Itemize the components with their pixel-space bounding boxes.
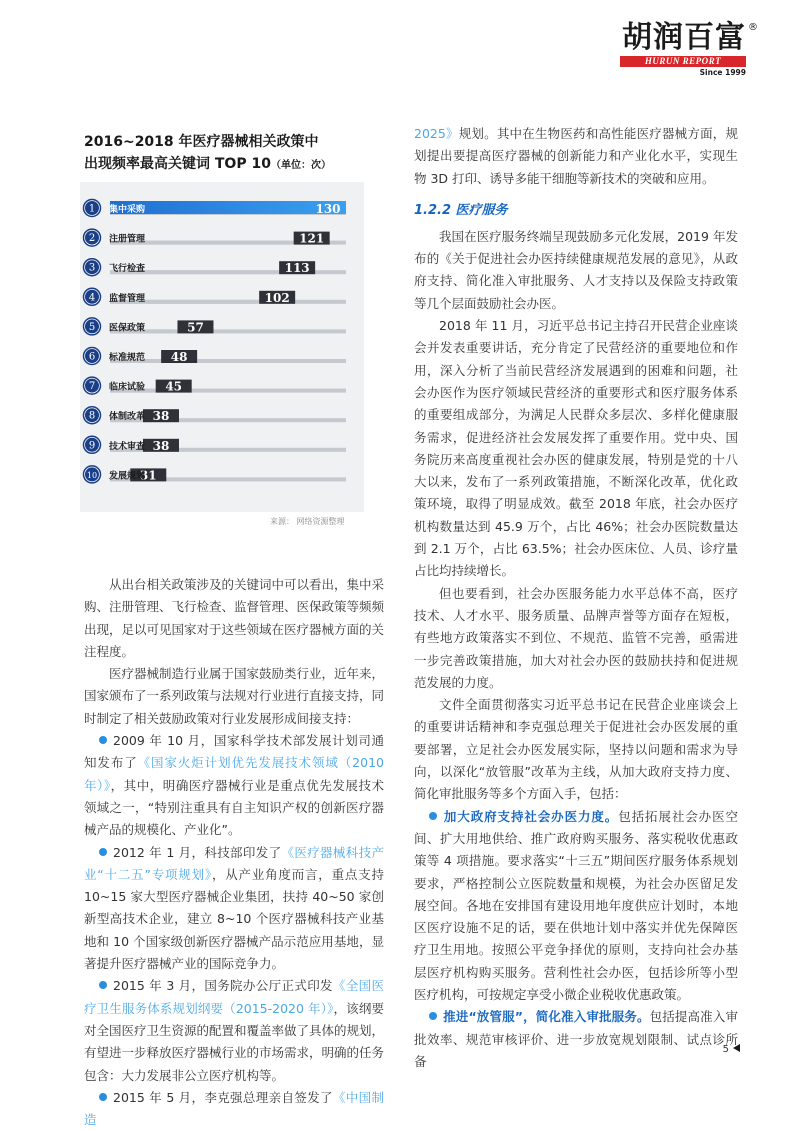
bullet-2012 [84,842,384,976]
logo-chinese-name: 胡润百富 [622,20,746,55]
logo-english-name: HURUN REPORT [620,56,746,67]
section-heading-medical-services: 1.2.2 医疗服务 [414,202,508,218]
category-label: 技术审查 [109,441,146,452]
value-label: 102 [264,290,290,305]
right-paragraph-3: 但也要看到，社会办医服务能力水平总体不高，医疗技术、人才水平、服务质量、品牌声誉等方面存在短板，有些地方政策落实不到位、不规范、监管不完善，亟需进一步完善政策措施，加大对社会办医的鼓励扶持和促进规范发展的力度。 [414,585,738,690]
policy-title-link[interactable]: 《医疗器械科技产业“十二五”专项规划》 [84,844,384,882]
policy-title-link[interactable]: 《全国医疗卫生服务体系规划纲要（2015-2020 年）》 [84,978,384,1016]
policy-title-link[interactable]: 《中国制造 [84,1089,384,1128]
category-label: 监督管理 [109,293,146,304]
category-label: 临床试验 [109,382,146,393]
bullet-approval-reform-heading: 推进“放管服”，简化准入审批服务。 [443,1009,650,1025]
chart-unit: （单位：次） [270,160,331,171]
category-label: 集中采购 [109,205,146,215]
bullet-2012-text: 2012 年 1 月，科技部印发了 [113,844,282,860]
value-label: 121 [299,231,325,246]
right-paragraph-4: 文件全面贯彻落实习近平总书记在民营企业座谈会上的重要讲话精神和李克强总理关于促进社会办医发展的重要部署，立足社会办医发展实际，坚持以问题和需求为导向，以深化“放管服”改革为主线，从加大政府支持力度、简化审批服务等多个方面入手，包括： [414,697,738,802]
page-arrow-icon [733,1044,740,1052]
bullet-2015-05 [84,1087,384,1131]
rank-number: 4 [88,292,96,304]
bullet-2015-05-text: 2015 年 5 月，李克强总理亲自签发了 [113,1089,333,1105]
value-label: 38 [152,438,170,453]
bullet-dot-icon [99,1093,107,1101]
value-label: 57 [187,320,204,335]
bullet-dot-icon [429,1012,437,1020]
rank-number: 1 [88,203,96,215]
value-label: 45 [165,379,183,394]
value-label: 48 [170,350,188,364]
bullet-2015-03 [84,975,384,1086]
value-label: 31 [139,468,157,483]
bullet-government-support-heading: 加大政府支持社会办医力度。 [443,808,619,824]
left-column [84,574,384,1131]
rank-number: 2 [88,233,96,245]
chart-title-line2 [84,153,384,177]
right-paragraph-0-text: 规划。其中在生物医药和高性能医疗器械方面，规划提出要提高医疗器械的创新能力和产业化水平，实现生物 3D 打印、诱导多能干细胞等新技术的突破和应用。 [414,126,738,186]
category-label: 体制改革 [109,412,146,423]
rank-number: 6 [88,351,96,363]
rank-number: 8 [88,410,96,422]
bullet-government-support [414,806,738,1007]
category-label: 发展规划 [109,471,146,482]
rank-number: 5 [88,321,96,333]
bullet-approval-reform [414,1006,738,1073]
rank-number: 7 [88,381,96,393]
rank-number: 3 [88,262,96,274]
bullet-2015-03-text: 2015 年 3 月，国务院办公厅正式印发 [113,978,333,994]
rank-number: 9 [88,440,96,452]
bullet-dot-icon [99,981,107,989]
bullet-2009-text: 2009 年 10 月，国家科学技术部发展计划司通知发布了 [84,733,384,771]
left-paragraph-2: 医疗器械制造行业属于国家鼓励类行业，近年来，国家颁布了一系列政策与法规对行业进行直接支持，同时制定了相关鼓励政策对行业发展形成间接支持： [84,666,385,726]
bullet-dot-icon [429,812,437,820]
category-label: 注册管理 [109,234,146,245]
bullet-2009-text-tail: ，其中，明确医疗器械行业是重点优先发展技术领域之一，“特别注重具有自主知识产权的创新医疗器械产品的规模化、产业化”。 [84,777,384,838]
right-paragraph-2: 2018 年 11 月，习近平总书记主持召开民营企业座谈会并发表重要讲话，充分肯定了民营经济的重要地位和作用，深入分析了当前民营经济发展遇到的困难和问题，社会办医作为医疗领域民营经济的重要形式和医疗服务体系的重要组成部分，为满足人民群众多层次、多样化健康服务需求，促进经济社会发展发挥了重要作用。党中央、国务院历来高度重视社会办医的健康发展，特别是党的十八大以来，发布了一系列政策措施，不断深化改革，优化政策环境，取得了明显成效。截至 2018 年底，社会办医疗机构数量达到 45.9 万个，占比 46%；社会办医院数量达到 2.1 万个，占比 63.5%；社会办医床位、人员、诊疗量占比均持续增长。 [414,318,738,579]
value-label: 130 [315,202,341,216]
bullet-government-support-text: 包括拓展社会办医空间、扩大用地供给、推广政府购买服务、落实税收优惠政策等 4 项措施。要求落实“十三五”期间医疗服务体系规划要求，严格控制公立医院数量和规模，为社会办医留足发展空间。各地在安排国有建设用地年度供应计划时，本地区医疗设施不足的话，要在供地计划中落实并优先保障医疗卫生用地。按照公平竞争择优的原则，支持向社会办基层医疗机构购买服务。营利性社会办医，包括诊所等小型医疗机构，可按规定享受小微企业税收优惠政策。 [414,808,738,1002]
category-label: 标准规范 [109,353,146,363]
policy-title-link[interactable]: 2025》 [414,126,459,141]
hurun-logo [620,20,758,77]
value-label: 38 [152,409,170,424]
keyword-frequency-chart [80,182,364,512]
bullet-2012-text-tail: ，从产业角度而言，重点支持 10~15 家大型医疗器械企业集团，扶持 40~50 家创新型高技术企业，建立 8~10 个医疗器械科技产业基地和 10 个国家级创新医疗器械产品示范应用基地，显著提升医疗器械产业的国际竞争力。 [84,866,384,972]
policy-title-link[interactable]: 《国家火炬计划优先发展技术领域（2010 年）》 [84,755,384,793]
right-column [414,123,738,1073]
rank-number: 10 [86,470,98,480]
bullet-dot-icon [99,848,107,856]
page-number [723,1044,740,1055]
chart-title [84,131,384,177]
value-label: 113 [284,261,310,276]
category-label: 飞行检查 [109,264,146,275]
chart-title-line1: 2016~2018 年医疗器械相关政策中 [84,134,319,150]
chart-title-line2-text: 出现频率最高关键词 TOP 10 [84,156,271,172]
right-paragraph-1: 我国在医疗服务终端呈现鼓励多元化发展，2019 年发布的《关于促进社会办医持续健康规范发展的意见》，从政府支持、简化准入审批服务、人才支持以及保险支持政策等几个层面鼓励社会办医。 [414,228,738,311]
bullet-2009 [84,730,384,841]
logo-since: Since 1999 [699,68,746,77]
chart-source: 来源： 网络资源整理 [270,517,345,526]
bullet-dot-icon [99,736,107,744]
registered-mark: ® [748,22,758,33]
category-label: 医保政策 [109,323,146,334]
page-number-text: 5 [722,1044,729,1055]
bullet-2015-03-text-tail: ，该纲要对全国医疗卫生资源的配置和覆盖率做了具体的规划，有望进一步释放医疗器械行业的市场需求，明确的任务包含：大力发展非公立医疗机构等。 [84,1000,385,1083]
left-paragraph-1: 从出台相关政策涉及的关键词中可以看出，集中采购、注册管理、飞行检查、监督管理、医保政策等频频出现，足以可见国家对于这些领域在医疗器械方面的关注程度。 [84,577,385,659]
right-paragraph-0 [414,123,738,190]
bullet-approval-reform-text: 包括提高准入审批效率、规范审核评价、进一步放宽规划限制、试点诊所备 [414,1009,738,1069]
bar-集中采购 [110,201,346,214]
